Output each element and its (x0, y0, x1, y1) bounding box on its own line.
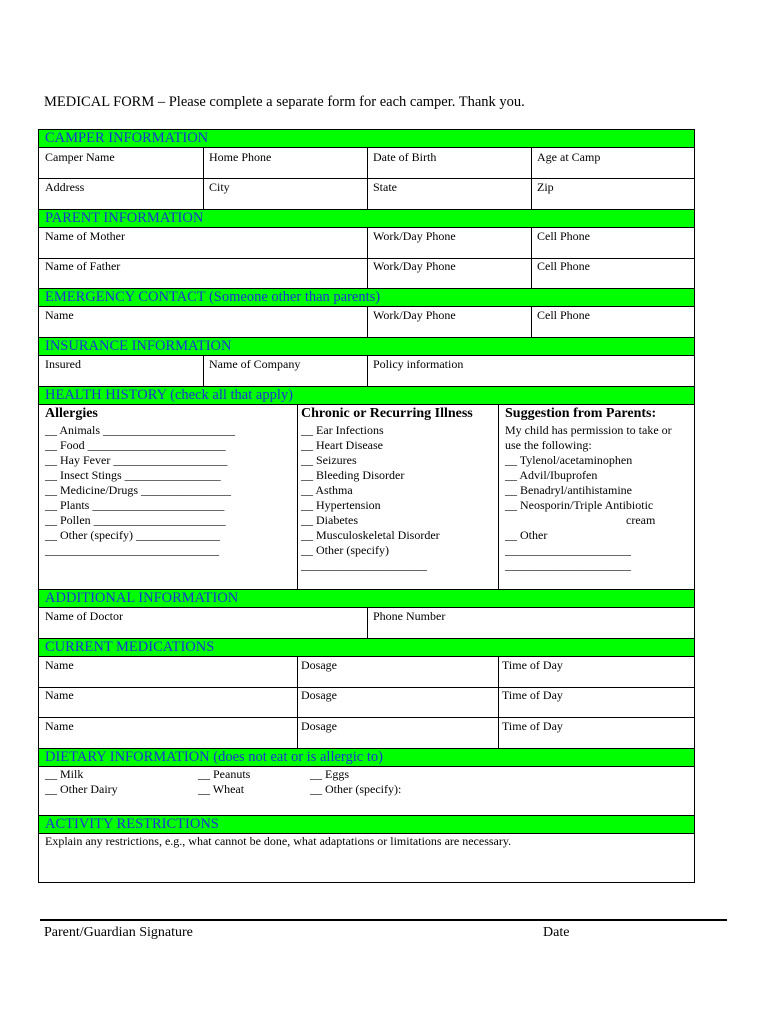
illness-checkbox-hypertension[interactable]: __ Hypertension (301, 498, 381, 512)
section-dietary-information (39, 748, 694, 767)
section-health-history (39, 386, 694, 405)
medication-checkbox-benadryl[interactable]: __ Benadryl/antihistamine (505, 483, 632, 497)
mother-work-phone-field[interactable]: Work/Day Phone (373, 229, 456, 243)
illness-checkbox-seizures[interactable]: __ Seizures (301, 453, 357, 467)
medication-dosage-field[interactable]: Dosage (301, 658, 337, 672)
diet-checkbox-other[interactable]: __ Other (specify): (310, 782, 402, 796)
emergency-cell-phone-field[interactable]: Cell Phone (537, 308, 590, 322)
row-divider (39, 717, 694, 718)
allergy-checkbox-animals[interactable]: __ Animals ______________________ (45, 423, 236, 437)
mother-name-field[interactable]: Name of Mother (45, 229, 125, 243)
camper-name-field[interactable]: Camper Name (45, 150, 115, 164)
doctor-name-field[interactable]: Name of Doctor (45, 609, 123, 623)
diet-checkbox-other-dairy[interactable]: __ Other Dairy (45, 782, 118, 796)
section-title: EMERGENCY CONTACT (Someone other than parents) (45, 289, 381, 305)
section-title: PARENT INFORMATION (45, 210, 204, 226)
suggestion-text: use the following: (505, 438, 592, 452)
medication-text-cream: cream (626, 513, 656, 527)
column-divider (531, 228, 532, 288)
section-insurance-information (39, 337, 694, 356)
illness-checkbox-ear-infections[interactable]: __ Ear Infections (301, 423, 384, 437)
section-title: INSURANCE INFORMATION (45, 338, 232, 354)
suggestion-heading: Suggestion from Parents: (505, 406, 657, 421)
column-divider (531, 307, 532, 337)
column-divider (531, 148, 532, 209)
column-divider (367, 307, 368, 337)
section-additional-information (39, 589, 694, 608)
medication-checkbox-tylenol[interactable]: __ Tylenol/acetaminophen (505, 453, 633, 467)
column-divider (367, 608, 368, 638)
illness-checkbox-heart-disease[interactable]: __ Heart Disease (301, 438, 383, 452)
illness-checkbox-musculoskeletal[interactable]: __ Musculoskeletal Disorder (301, 528, 440, 542)
chronic-illness-heading: Chronic or Recurring Illness (301, 406, 473, 421)
medication-time-field[interactable]: Time of Day (502, 719, 563, 733)
doctor-phone-field[interactable]: Phone Number (373, 609, 446, 623)
insured-field[interactable]: Insured (45, 357, 81, 371)
allergy-checkbox-other[interactable]: __ Other (specify) ______________ (45, 528, 220, 542)
allergy-checkbox-hay-fever[interactable]: __ Hay Fever ___________________ (45, 453, 228, 467)
section-parent-information (39, 209, 694, 228)
allergy-checkbox-insect-stings[interactable]: __ Insect Stings ________________ (45, 468, 221, 482)
date-of-birth-field[interactable]: Date of Birth (373, 150, 437, 164)
medication-checkbox-other[interactable]: __ Other (505, 528, 548, 542)
allergy-other-line[interactable]: _____________________________ (45, 543, 219, 557)
column-divider (297, 405, 298, 589)
column-divider (498, 657, 499, 748)
medication-name-field[interactable]: Name (45, 658, 74, 672)
policy-information-field[interactable]: Policy information (373, 357, 464, 371)
illness-checkbox-other[interactable]: __ Other (specify) (301, 543, 389, 557)
column-divider (498, 405, 499, 589)
suggestion-text: My child has permission to take or (505, 423, 672, 437)
signature-line (40, 919, 727, 921)
father-name-field[interactable]: Name of Father (45, 259, 121, 273)
column-divider (203, 356, 204, 386)
column-divider (367, 148, 368, 209)
date-label[interactable]: Date (543, 925, 570, 940)
emergency-work-phone-field[interactable]: Work/Day Phone (373, 308, 456, 322)
column-divider (367, 228, 368, 288)
illness-checkbox-bleeding-disorder[interactable]: __ Bleeding Disorder (301, 468, 405, 482)
medical-form (38, 129, 695, 883)
medication-checkbox-neosporin[interactable]: __ Neosporin/Triple Antibiotic (505, 498, 654, 512)
allergy-checkbox-plants[interactable]: __ Plants ______________________ (45, 498, 225, 512)
column-divider (297, 657, 298, 748)
medication-dosage-field[interactable]: Dosage (301, 688, 337, 702)
mother-cell-phone-field[interactable]: Cell Phone (537, 229, 590, 243)
section-activity-restrictions (39, 815, 694, 834)
allergy-checkbox-food[interactable]: __ Food _______________________ (45, 438, 226, 452)
column-divider (367, 356, 368, 386)
diet-checkbox-milk[interactable]: __ Milk (45, 767, 84, 781)
diet-checkbox-eggs[interactable]: __ Eggs (310, 767, 349, 781)
illness-other-line[interactable]: _____________________ (301, 558, 427, 572)
medication-name-field[interactable]: Name (45, 719, 74, 733)
medication-other-line[interactable]: _____________________ (505, 558, 631, 572)
father-work-phone-field[interactable]: Work/Day Phone (373, 259, 456, 273)
home-phone-field[interactable]: Home Phone (209, 150, 272, 164)
state-field[interactable]: State (373, 180, 397, 194)
section-title: CAMPER INFORMATION (45, 130, 209, 146)
allergy-checkbox-pollen[interactable]: __ Pollen ______________________ (45, 513, 226, 527)
allergy-checkbox-medicine[interactable]: __ Medicine/Drugs _______________ (45, 483, 231, 497)
address-field[interactable]: Address (45, 180, 85, 194)
column-divider (203, 148, 204, 209)
medication-name-field[interactable]: Name (45, 688, 74, 702)
activity-restrictions-field[interactable]: Explain any restrictions, e.g., what cannot be done, what adaptations or limitations are necessary. (45, 834, 512, 848)
emergency-name-field[interactable]: Name (45, 308, 74, 322)
parent-signature-label[interactable]: Parent/Guardian Signature (44, 925, 193, 940)
allergies-heading: Allergies (45, 406, 98, 421)
section-emergency-contact (39, 288, 694, 307)
medication-time-field[interactable]: Time of Day (502, 688, 563, 702)
father-cell-phone-field[interactable]: Cell Phone (537, 259, 590, 273)
section-current-medications (39, 638, 694, 657)
medication-dosage-field[interactable]: Dosage (301, 719, 337, 733)
section-title: ACTIVITY RESTRICTIONS (45, 816, 219, 832)
medication-checkbox-advil[interactable]: __ Advil/Ibuprofen (505, 468, 598, 482)
company-name-field[interactable]: Name of Company (209, 357, 301, 371)
illness-checkbox-asthma[interactable]: __ Asthma (301, 483, 353, 497)
section-camper-information (39, 130, 694, 148)
section-title: HEALTH HISTORY (check all that apply) (45, 387, 293, 403)
section-title: DIETARY INFORMATION (does not eat or is allergic to) (45, 749, 383, 765)
row-divider (39, 687, 694, 688)
city-field[interactable]: City (209, 180, 230, 194)
medication-time-field[interactable]: Time of Day (502, 658, 563, 672)
medication-other-line[interactable]: _____________________ (505, 543, 631, 557)
diet-checkbox-peanuts[interactable]: __ Peanuts (198, 767, 251, 781)
section-title: ADDITIONAL INFORMATION (45, 590, 239, 606)
diet-checkbox-wheat[interactable]: __ Wheat (198, 782, 245, 796)
illness-checkbox-diabetes[interactable]: __ Diabetes (301, 513, 358, 527)
zip-field[interactable]: Zip (537, 180, 554, 194)
age-at-camp-field[interactable]: Age at Camp (537, 150, 601, 164)
form-title: MEDICAL FORM – Please complete a separate form for each camper. Thank you. (44, 94, 525, 110)
section-title: CURRENT MEDICATIONS (45, 639, 215, 655)
